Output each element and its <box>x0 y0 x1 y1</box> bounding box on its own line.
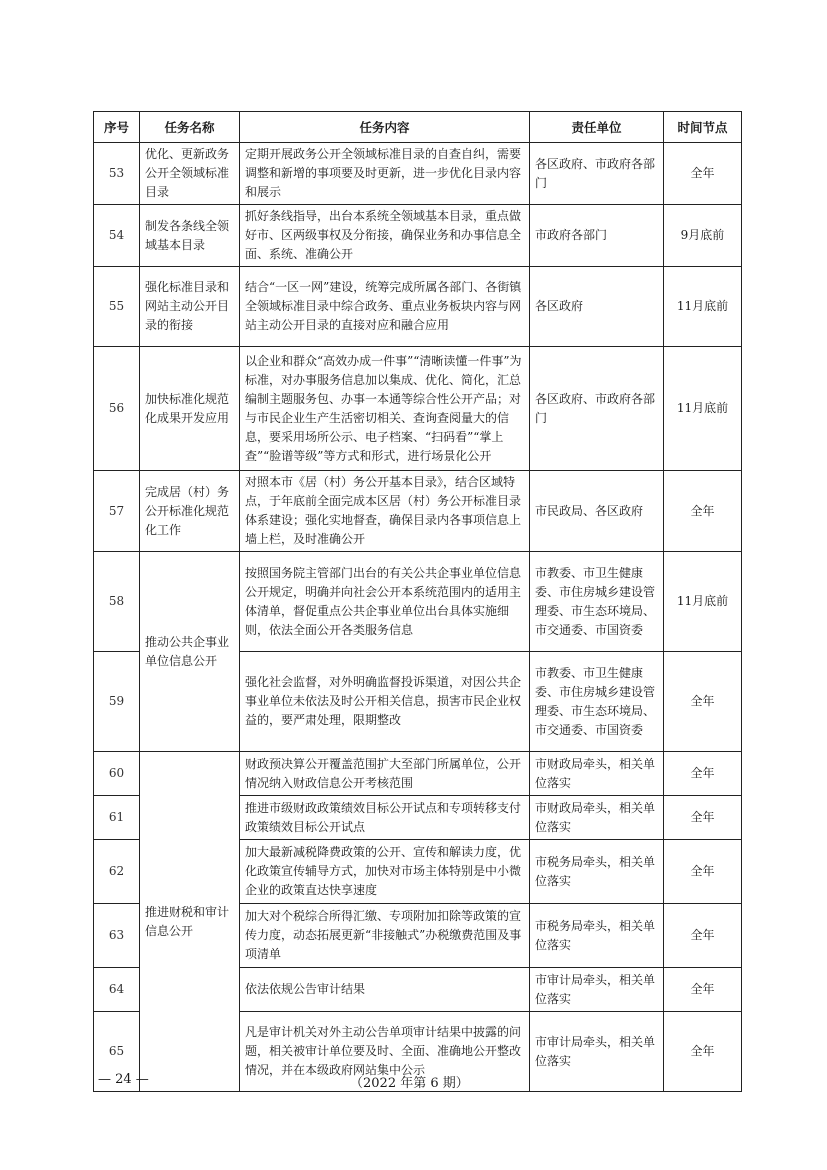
task-content: 以企业和群众“高效办成一件事”“清晰读懂一件事”为标准，对办事服务信息加以集成、优化、简化，汇总编制主题服务包、办事一本通等综合性公开产品；对与市民企业生产生活密切相关、查询查阅量大的信息，要采用场所公示、电子档案、“扫码看”“掌上查”“脸谱等级”等方式和形式，进行场景化公开 <box>240 347 530 471</box>
task-content: 加大对个税综合所得汇缴、专项附加扣除等政策的宣传力度，动态拓展更新“非接触式”办税缴费范围及事项清单 <box>240 904 530 968</box>
task-name: 加快标准化规范化成果开发应用 <box>140 347 240 471</box>
table-row <box>94 205 742 267</box>
task-name: 完成居（村）务公开标准化规范化工作 <box>140 471 240 552</box>
task-content: 加大最新减税降费政策的公开、宣传和解读力度，优化政策宣传辅导方式，加快对市场主体特别是中小微企业的政策直达快享速度 <box>240 840 530 904</box>
row-number: 57 <box>94 471 140 552</box>
responsible-unit: 市税务局牵头，相关单位落实 <box>530 840 664 904</box>
table-row <box>94 347 742 471</box>
responsible-unit: 市民政局、各区政府 <box>530 471 664 552</box>
responsible-unit: 市财政局牵头，相关单位落实 <box>530 796 664 840</box>
task-name: 推进财税和审计信息公开 <box>140 752 240 1092</box>
table-row <box>94 267 742 347</box>
row-number: 62 <box>94 840 140 904</box>
responsible-unit: 各区政府、市政府各部门 <box>530 143 664 205</box>
responsible-unit: 市教委、市卫生健康委、市住房城乡建设管理委、市生态环境局、市交通委、市国资委 <box>530 552 664 652</box>
responsible-unit: 市审计局牵头，相关单位落实 <box>530 1012 664 1092</box>
time-node: 9月底前 <box>664 205 742 267</box>
task-content: 凡是审计机关对外主动公告单项审计结果中披露的问题，相关被审计单位要及时、全面、准确地公开整改情况，并在本级政府网站集中公示 <box>240 1012 530 1092</box>
time-node: 11月底前 <box>664 552 742 652</box>
row-number: 63 <box>94 904 140 968</box>
responsible-unit: 市教委、市卫生健康委、市住房城乡建设管理委、市生态环境局、市交通委、市国资委 <box>530 652 664 752</box>
task-content: 财政预决算公开覆盖范围扩大至部门所属单位，公开情况纳入财政信息公开考核范围 <box>240 752 530 796</box>
table-row <box>94 752 742 796</box>
table-header-row <box>94 112 742 143</box>
header-content: 任务内容 <box>240 112 530 143</box>
task-content: 结合“一区一网”建设，统筹完成所属各部门、各街镇全领域标准目录中综合政务、重点业务板块内容与网站主动公开目录的直接对应和融合应用 <box>240 267 530 347</box>
time-node: 全年 <box>664 143 742 205</box>
responsible-unit: 市审计局牵头，相关单位落实 <box>530 968 664 1012</box>
time-node: 11月底前 <box>664 347 742 471</box>
time-node: 全年 <box>664 471 742 552</box>
row-number: 59 <box>94 652 140 752</box>
table-row <box>94 471 742 552</box>
time-node: 全年 <box>664 752 742 796</box>
header-unit: 责任单位 <box>530 112 664 143</box>
responsible-unit: 各区政府、市政府各部门 <box>530 347 664 471</box>
row-number: 56 <box>94 347 140 471</box>
task-name: 优化、更新政务公开全领域标准目录 <box>140 143 240 205</box>
task-name: 推动公共企事业单位信息公开 <box>140 552 240 752</box>
header-name: 任务名称 <box>140 112 240 143</box>
responsible-unit: 市政府各部门 <box>530 205 664 267</box>
header-no: 序号 <box>94 112 140 143</box>
row-number: 64 <box>94 968 140 1012</box>
responsible-unit: 各区政府 <box>530 267 664 347</box>
task-content: 依法依规公告审计结果 <box>240 968 530 1012</box>
table-row <box>94 552 742 652</box>
table-row <box>94 143 742 205</box>
task-content: 按照国务院主管部门出台的有关公共企事业单位信息公开规定，明确并向社会公开本系统范围内的适用主体清单，督促重点公共企事业单位出台具体实施细则，依法全面公开各类服务信息 <box>240 552 530 652</box>
responsible-unit: 市税务局牵头，相关单位落实 <box>530 904 664 968</box>
task-content: 强化社会监督，对外明确监督投诉渠道，对因公共企事业单位未依法及时公开相关信息，损害市民企业权益的，要严肃处理，限期整改 <box>240 652 530 752</box>
row-number: 61 <box>94 796 140 840</box>
task-content: 抓好条线指导，出台本系统全领域基本目录，重点做好市、区两级事权及分衔接，确保业务和办事信息全面、系统、准确公开 <box>240 205 530 267</box>
row-number: 65 <box>94 1012 140 1092</box>
responsible-unit: 市财政局牵头，相关单位落实 <box>530 752 664 796</box>
row-number: 58 <box>94 552 140 652</box>
time-node: 全年 <box>664 796 742 840</box>
time-node: 全年 <box>664 840 742 904</box>
header-time: 时间节点 <box>664 112 742 143</box>
task-content: 推进市级财政政策绩效目标公开试点和专项转移支付政策绩效目标公开试点 <box>240 796 530 840</box>
time-node: 全年 <box>664 652 742 752</box>
row-number: 54 <box>94 205 140 267</box>
page-number: — 24 — <box>98 1072 149 1087</box>
row-number: 55 <box>94 267 140 347</box>
row-number: 60 <box>94 752 140 796</box>
task-content: 定期开展政务公开全领域标准目录的自查自纠，需要调整和新增的事项要及时更新，进一步优化目录内容和展示 <box>240 143 530 205</box>
task-content: 对照本市《居（村）务公开基本目录》，结合区域特点，于年底前全面完成本区居（村）务公开标准目录体系建设；强化实地督查，确保目录内各事项信息上墙上栏，及时准确公开 <box>240 471 530 552</box>
time-node: 全年 <box>664 904 742 968</box>
time-node: 全年 <box>664 968 742 1012</box>
time-node: 11月底前 <box>664 267 742 347</box>
task-name: 强化标准目录和网站主动公开目录的衔接 <box>140 267 240 347</box>
row-number: 53 <box>94 143 140 205</box>
task-table <box>93 111 742 1092</box>
task-name: 制发各条线全领域基本目录 <box>140 205 240 267</box>
time-node: 全年 <box>664 1012 742 1092</box>
issue-label: （2022 年第 6 期） <box>350 1076 469 1091</box>
